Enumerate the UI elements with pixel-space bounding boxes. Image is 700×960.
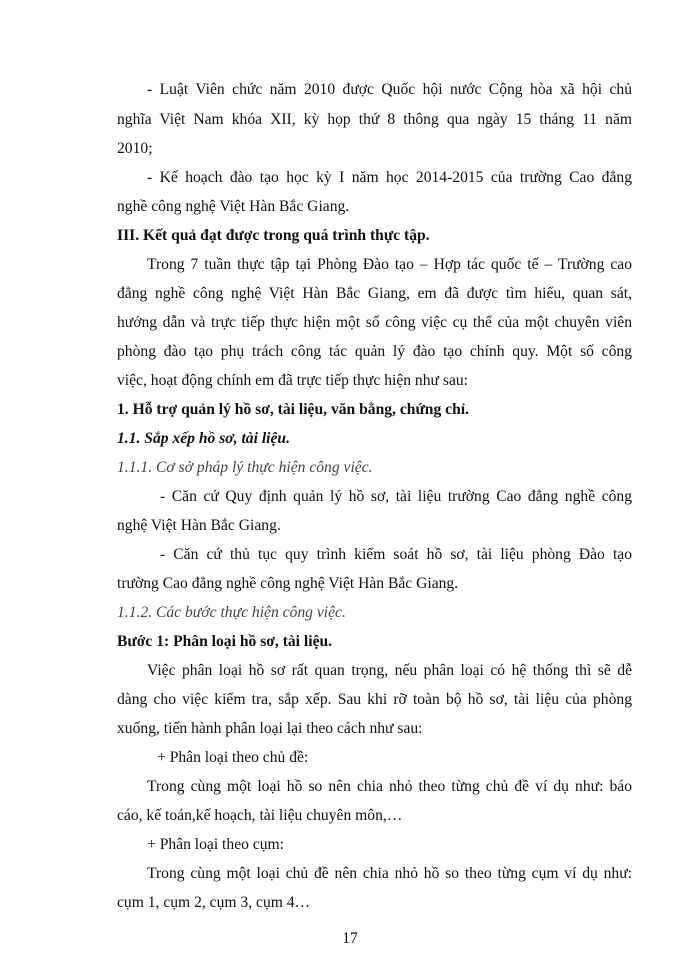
text-line: - Căn cứ Quy định quản lý hồ sơ, tài liệu trường Cao đẳng nghề công <box>160 488 632 505</box>
subsection-heading: 1.1. Sắp xếp hồ sơ, tài liệu. <box>117 430 290 447</box>
text-line: nghệ Việt Hàn Bắc Giang. <box>117 517 281 534</box>
text-line: cáo, kế toán,kế hoạch, tài liệu chuyên môn,… <box>117 807 403 824</box>
subsubsection-heading: 1.1.1. Cơ sở pháp lý thực hiện công việc. <box>117 459 373 476</box>
section-heading: III. Kết quả đạt được trong quá trình thực tập. <box>117 227 430 244</box>
text-line: phòng đào tạo phụ trách công tác quản lý đào tạo chính quy. Một số công <box>117 343 632 360</box>
text-line: dàng cho việc kiểm tra, sắp xếp. Sau khi rỡ toàn bộ hồ sơ, tài liệu của phòng <box>117 691 632 708</box>
text-line: + Phân loại theo chủ đề: <box>157 749 309 766</box>
text-line: cụm 1, cụm 2, cụm 3, cụm 4… <box>117 894 311 911</box>
step-heading: Bước 1: Phân loại hồ sơ, tài liệu. <box>117 633 333 650</box>
text-line: 2010; <box>117 140 153 157</box>
subsubsection-heading: 1.1.2. Các bước thực hiện công việc. <box>117 604 346 621</box>
text-line: - Luật Viên chức năm 2010 được Quốc hội nước Cộng hòa xã hội chủ <box>147 81 632 98</box>
text-line: + Phân loại theo cụm: <box>147 836 284 853</box>
text-line: Việc phân loại hồ sơ rất quan trọng, nếu phân loại có hệ thống thì sẽ dễ <box>147 662 632 679</box>
text-line: trường Cao đẳng nghề công nghệ Việt Hàn Bắc Giang. <box>117 575 459 592</box>
text-line: hướng dẫn và trực tiếp thực hiện một số công việc cụ thể của một chuyên viên <box>117 314 632 331</box>
section-heading: 1. Hỗ trợ quản lý hồ sơ, tài liệu, văn bằng, chứng chỉ. <box>117 401 469 418</box>
page-number: 17 <box>342 930 358 947</box>
text-line: - Căn cứ thủ tục quy trình kiểm soát hồ sơ, tài liệu phòng Đào tạo <box>160 546 632 563</box>
text-line: nghề công nghệ Việt Hàn Bắc Giang. <box>117 198 350 215</box>
text-line: việc, hoạt động chính em đã trực tiếp thực hiện như sau: <box>117 372 468 389</box>
text-line: đẳng nghề công nghệ Việt Hàn Bắc Giang, em đã được tìm hiểu, quan sát, <box>117 285 632 302</box>
text-line: - Kế hoạch đào tạo học kỳ I năm học 2014-2015 của trường Cao đẳng <box>147 169 632 186</box>
text-line: Trong cùng một loại chủ đề nên chia nhỏ hồ so theo từng cụm ví dụ như: <box>147 865 632 882</box>
text-line: nghĩa Việt Nam khóa XII, kỳ họp thứ 8 thông qua ngày 15 tháng 11 năm <box>117 111 632 128</box>
text-line: Trong 7 tuần thực tập tại Phòng Đào tạo – Hợp tác quốc tế – Trường cao <box>147 256 632 273</box>
text-line: xuống, tiến hành phân loại lại theo cách như sau: <box>117 720 423 737</box>
text-line: Trong cùng một loại hồ so nên chia nhỏ theo từng chủ đề ví dụ như: báo <box>147 778 632 795</box>
